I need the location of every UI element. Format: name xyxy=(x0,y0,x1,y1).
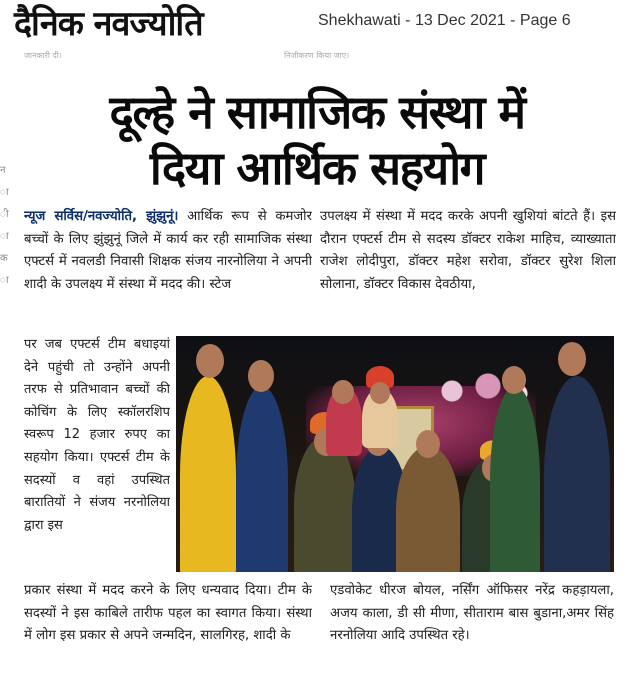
person-green-sweater xyxy=(490,386,540,572)
person-head xyxy=(558,342,586,376)
person-head xyxy=(196,344,224,378)
article-column-2-bottom: एडवोकेट धीरज बोयल, नर्सिंग ऑफिसर नरेंद्र कहड़ायला, अजय काला, डी सी मीणा, सीताराम बास बुडाना,अमर सिंह नरनोलिया आदि उपस्थित रहे। xyxy=(330,583,614,644)
adjacent-column-fragments: न ा ी ा क ा xyxy=(0,165,9,286)
person-vest xyxy=(396,446,460,572)
person-seated-jacket xyxy=(294,436,356,572)
person-head xyxy=(416,430,440,458)
headline-line-2: दिया आर्थिक सहयोग xyxy=(149,141,485,195)
person-yellow-sweater xyxy=(180,376,236,572)
wedding-group-photo xyxy=(176,336,614,572)
article-column-2-top: उपलक्ष्य में संस्था में मदद करके अपनी खुशियां बांटते हैं। इस दौरान एफ्टर्स टीम से सदस्य डॉक्टर राकेश माहिच, व्याख्याता राजेश लोदीपुरा, डॉक्टर महेश सरोवा, डॉक्टर सुरेश शिला सोलाना, डॉक्टर विकास देवठीया, xyxy=(320,209,616,292)
person-navy-suit xyxy=(544,376,610,572)
article-column-1-narrow: पर जब एफ्टर्स टीम बधाइयां देने पहुंची तो उन्होंने अपनी तरफ से प्रतिभावान बच्चों की कोचिंग के लिए स्कॉलरशिप स्वरूप 12 हजार रुपए का सहयोग किया। एफ्टर्स टीम के सदस्यों व वहां उपस्थित बारातियों ने संजय नरनोलिया द्वारा इस xyxy=(24,337,170,533)
article-column-1-bottom: प्रकार संस्था में मदद करने के लिए धन्यवाद दिया। टीम के सदस्यों ने इस काबिले तारीफ पहल का स्वागत किया। संस्था में लोग इस प्रकार से अपने जन्मदिन, सालगिरह, शादी के xyxy=(24,583,312,644)
cut-off-bottom xyxy=(420,676,480,684)
masthead-title: दैनिक नवज्योति xyxy=(14,4,203,44)
person-head xyxy=(332,380,354,404)
byline: न्यूज सर्विस/नवज्योति, झुंझुनूं। xyxy=(24,209,179,224)
cut-text-right: निजीकरण किया जाए। xyxy=(284,51,350,60)
headline xyxy=(22,84,612,196)
person-blue-suit xyxy=(236,386,288,572)
article-column-1-top xyxy=(24,206,312,336)
headline-line-1: दूल्हे ने सामाजिक संस्था में xyxy=(109,85,525,139)
edition-info: Shekhawati - 13 Dec 2021 - Page 6 xyxy=(318,12,571,29)
article-text: आर्थिक रूप से कमजोर बच्चों के लिए झुंझुनूं जिले में कार्य कर रही सामाजिक संस्था एफ्टर्स में नवलडी निवासी शिक्षक संजय नारनोलिया ने अपनी शादी के उपलक्ष्य में संस्था में मदद की। स्टेज xyxy=(24,209,312,292)
person-head xyxy=(370,382,390,404)
cut-off-previous-text xyxy=(24,50,614,62)
person-head xyxy=(502,366,526,394)
person-head xyxy=(248,360,274,392)
cut-text-left: जानकारी दी। xyxy=(24,51,62,60)
